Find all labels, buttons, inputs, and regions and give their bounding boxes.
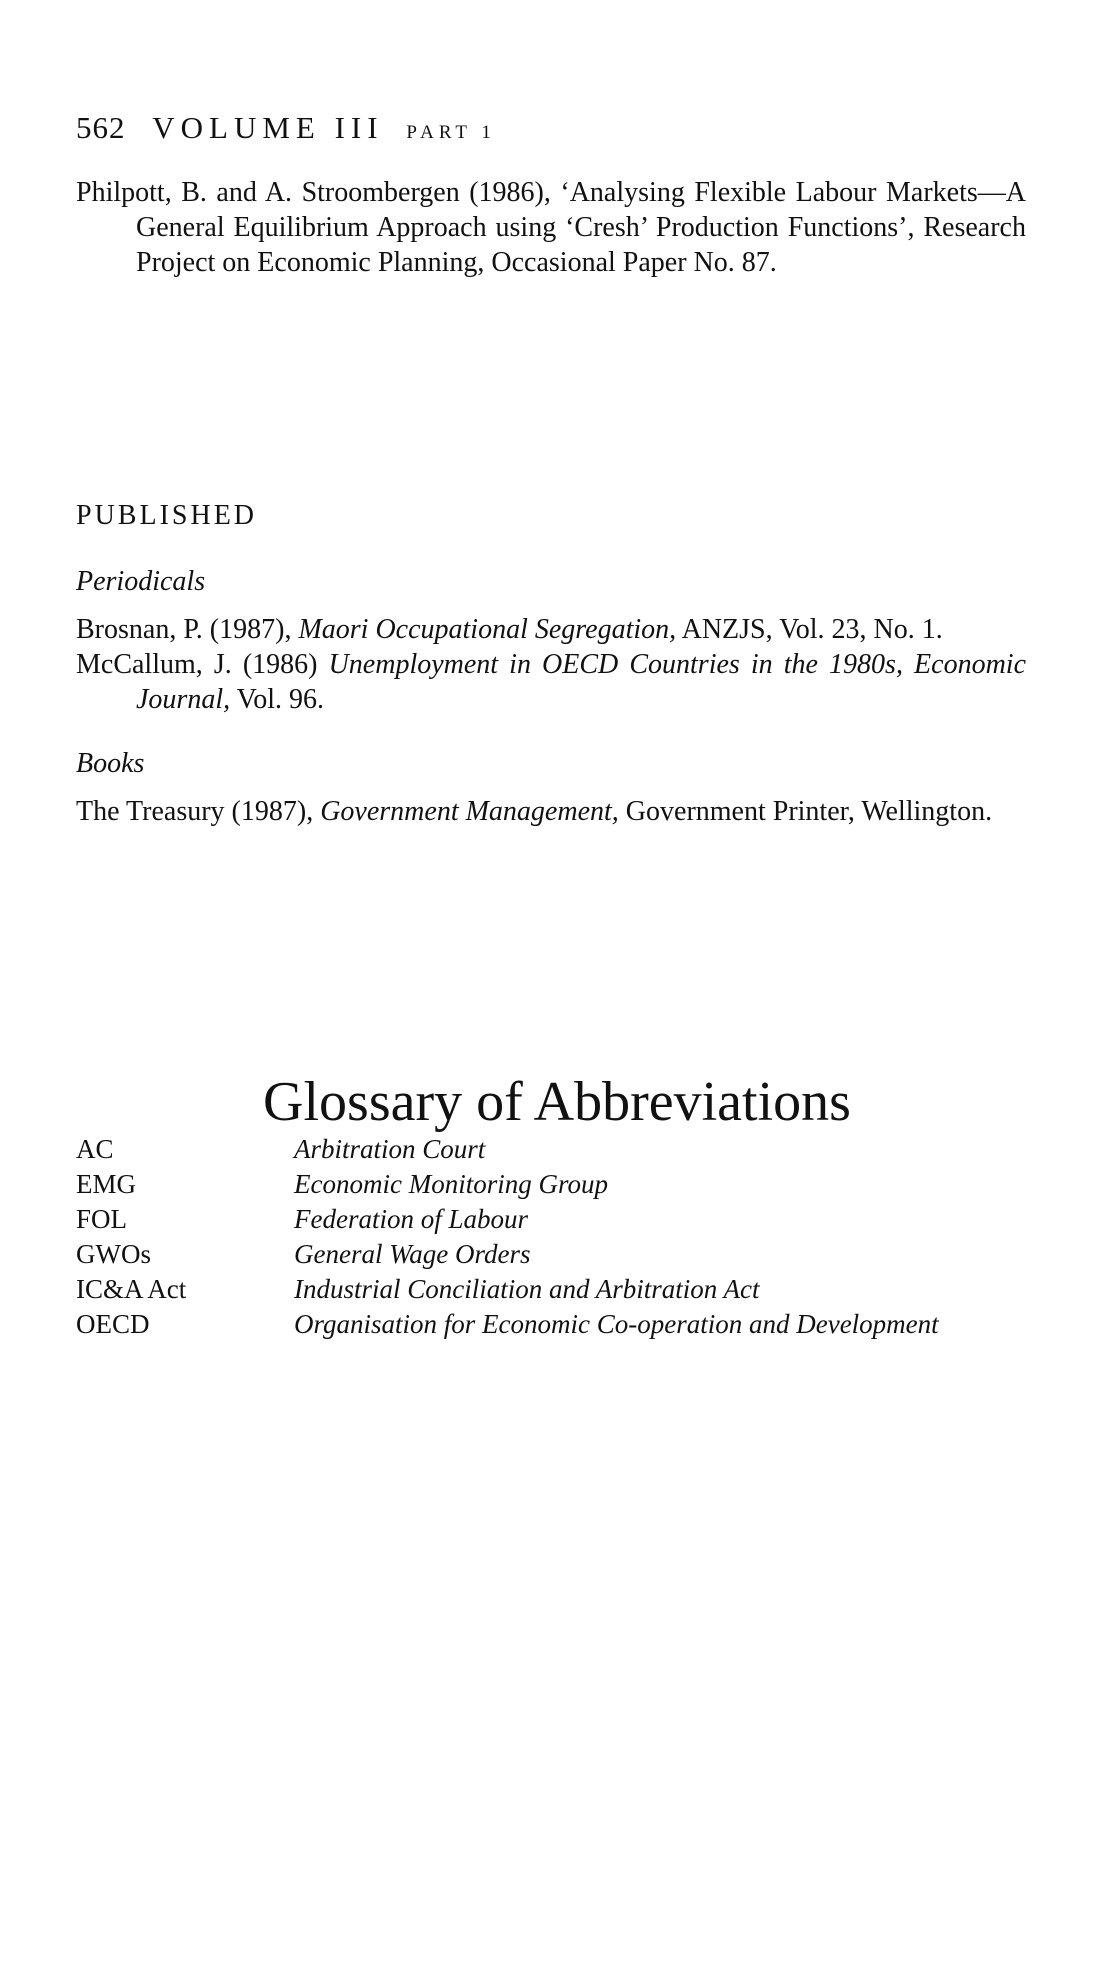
glossary-abbreviation: AC xyxy=(76,1134,114,1164)
reference-author: McCallum, J. (1986) xyxy=(76,649,329,680)
reference-treasury xyxy=(76,794,1026,829)
glossary-entry xyxy=(76,1272,1036,1307)
glossary-term: Federation of Labour xyxy=(294,1204,528,1234)
published-heading: PUBLISHED xyxy=(76,500,258,531)
part-label: PART 1 xyxy=(406,122,496,143)
reference-mccallum xyxy=(76,647,1026,717)
reference-title: Maori Occupational Segregation, xyxy=(298,614,677,645)
glossary-term: Arbitration Court xyxy=(294,1134,486,1164)
reference-title: Unemployment in OECD Countries in the 1980s, Economic Journal, xyxy=(136,649,1026,715)
glossary-entry xyxy=(76,1307,1036,1342)
periodicals-heading: Periodicals xyxy=(76,566,206,597)
glossary-term: Organisation for Economic Co-operation and Development xyxy=(294,1309,939,1339)
glossary-abbreviation: OECD xyxy=(76,1309,150,1339)
glossary-entry xyxy=(76,1202,1036,1237)
glossary-term: Industrial Conciliation and Arbitration Act xyxy=(294,1274,760,1304)
glossary-entry xyxy=(76,1237,1036,1272)
running-head xyxy=(76,110,496,146)
glossary-abbreviation: EMG xyxy=(76,1169,136,1199)
page-number: 562 xyxy=(76,110,126,145)
reference-title: Government Management, xyxy=(320,796,619,827)
glossary-title: Glossary of Abbreviations xyxy=(263,1070,851,1133)
reference-source: ANZJS, Vol. 23, No. 1. xyxy=(676,614,943,645)
glossary-entry xyxy=(76,1167,1036,1202)
reference-philpott: Philpott, B. and A. Stroombergen (1986), ‘Analysing Flexible Labour Markets—A General Equilibrium Approach using ‘Cresh’ Production Functions’, Research Project on Economic Planning, Occasional Paper No. 87. xyxy=(76,177,1026,278)
glossary-abbreviation: GWOs xyxy=(76,1239,151,1269)
glossary-term: Economic Monitoring Group xyxy=(294,1169,608,1199)
books-heading: Books xyxy=(76,748,145,779)
reference-author: Brosnan, P. (1987), xyxy=(76,614,299,645)
glossary-term: General Wage Orders xyxy=(294,1239,531,1269)
reference-source: Vol. 96. xyxy=(230,684,324,715)
glossary-abbreviation: FOL xyxy=(76,1204,128,1234)
glossary-abbreviation: IC&A Act xyxy=(76,1274,187,1304)
reference-source: Government Printer, Wellington. xyxy=(618,796,993,827)
reference-brosnan xyxy=(76,612,1026,647)
reference-author: The Treasury (1987), xyxy=(76,796,321,827)
volume-label: VOLUME III xyxy=(152,110,384,145)
glossary-entry xyxy=(76,1132,1036,1167)
